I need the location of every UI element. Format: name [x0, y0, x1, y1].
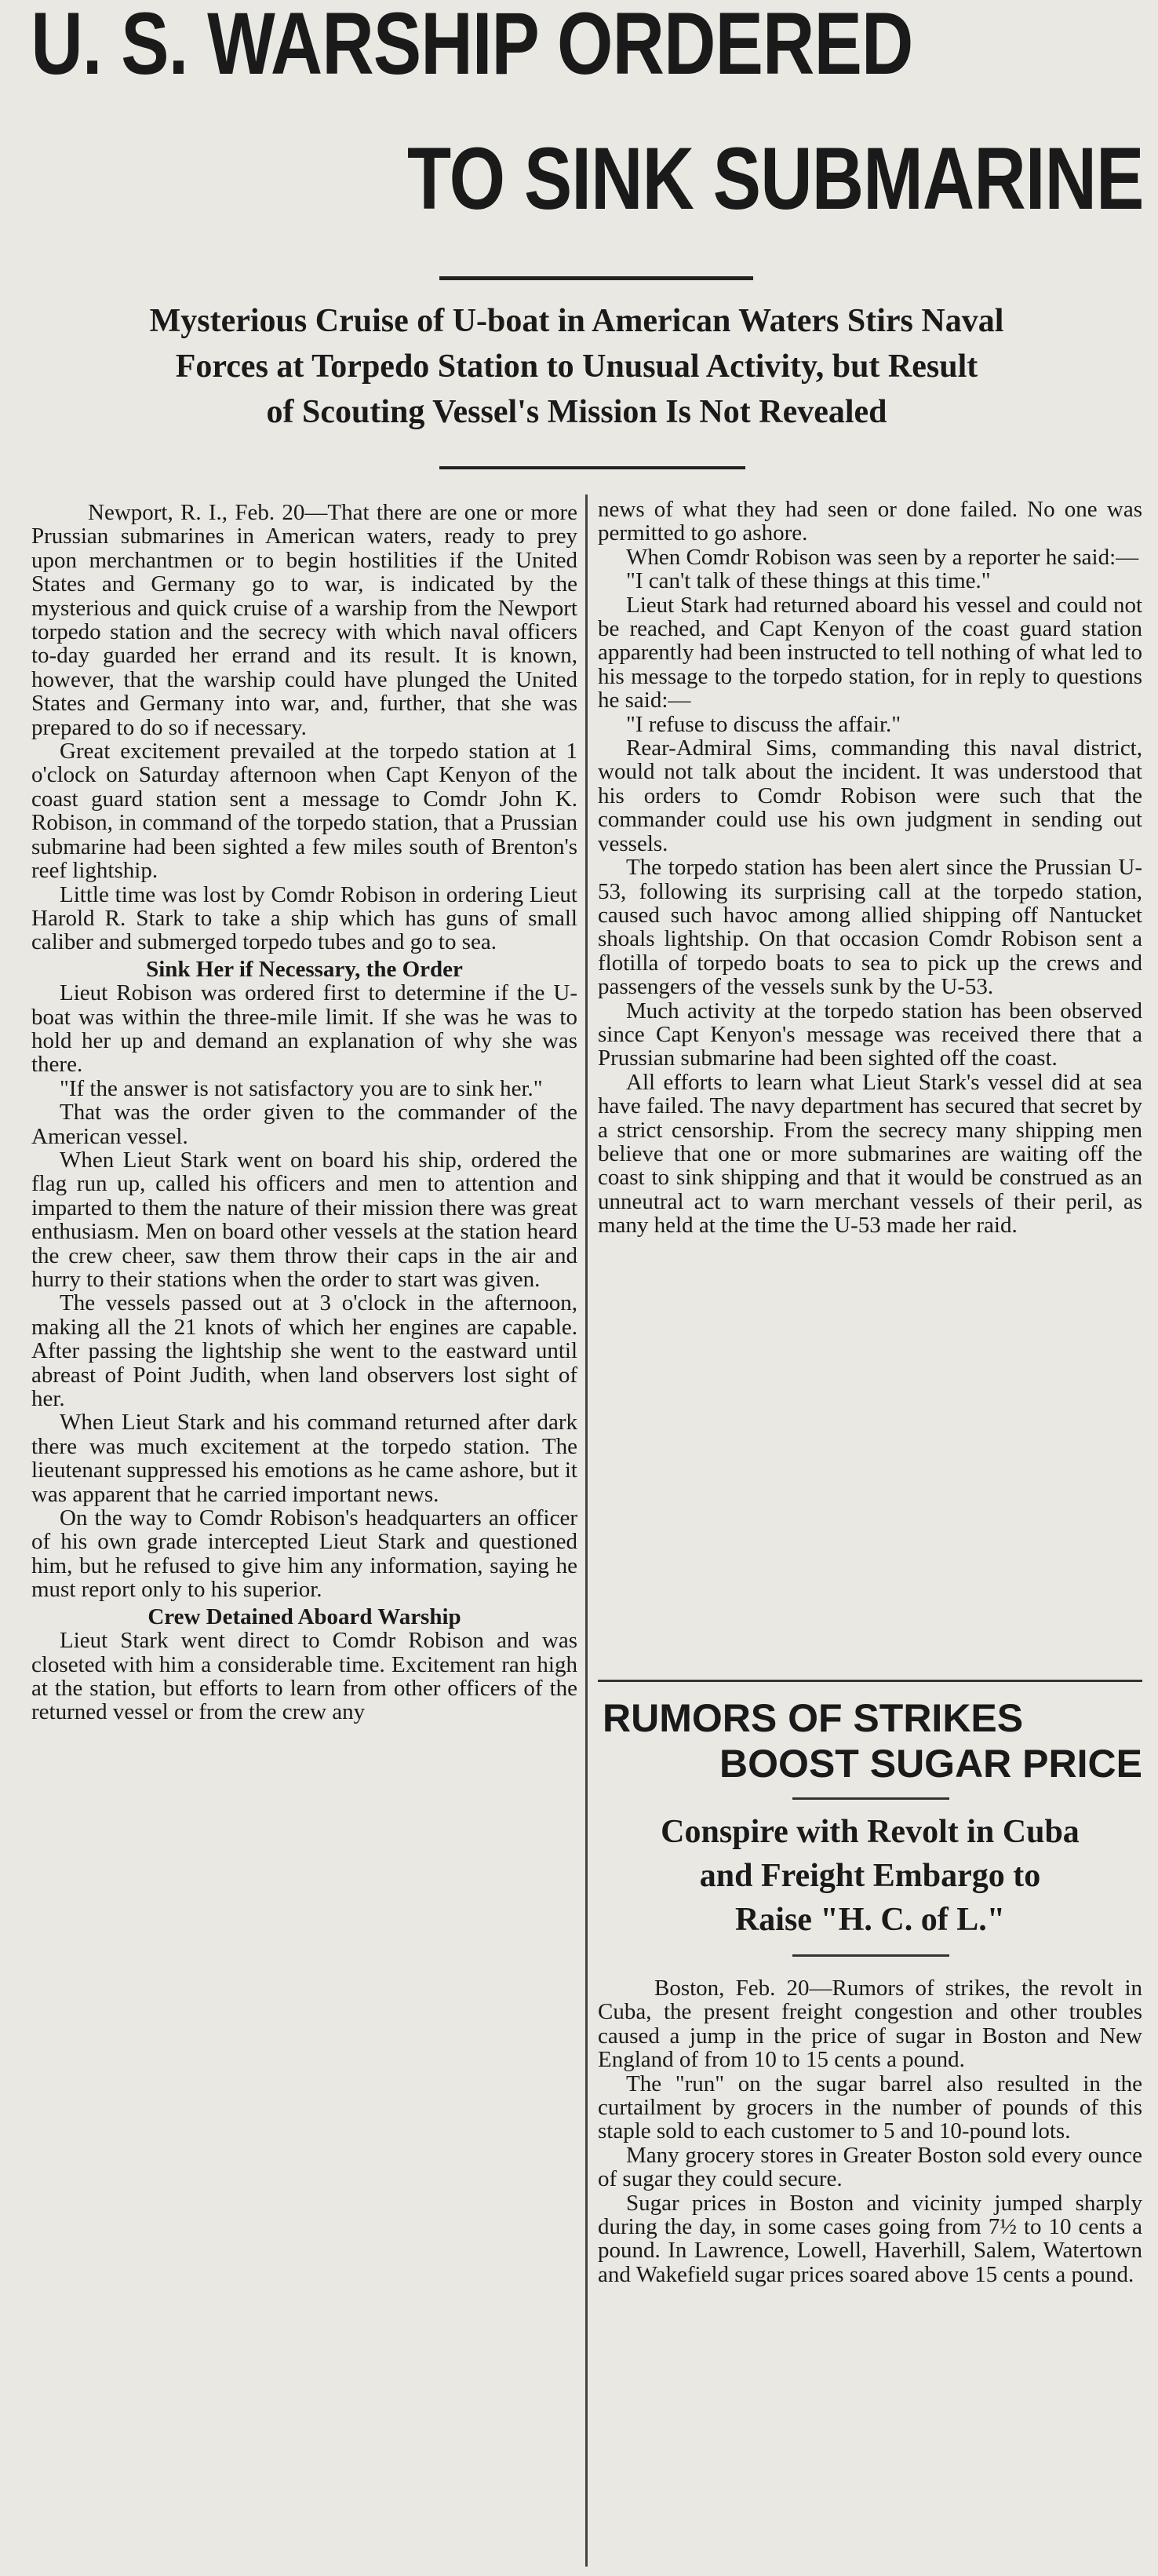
sugar-headline-line1: RUMORS OF STRIKES	[603, 1696, 1024, 1740]
deck-line3: of Scouting Vessel's Mission Is Not Revealed	[266, 394, 887, 430]
paragraph: When Lieut Stark went on board his ship, ordered the flag run up, called his officers and men to attention and imparted to them the nature of their mission there was great enthusiasm. Men on board other vessels at the station heard the crew cheer, saw them throw their caps in the air and hurry to their stations when the order to start was given.	[31, 1147, 577, 1292]
paragraph: The vessels passed out at 3 o'clock in the afternoon, making all the 21 knots of which her engines are capable. After passing the lightship she went to the eastward until abreast of Point Judith, when land observers lost sight of her.	[31, 1290, 577, 1412]
paragraph: On the way to Comdr Robison's headquarters an officer of his own grade intercepted Lieut Stark and questioned him, but he refused to give him any information, saying he must report only to his superior.	[31, 1505, 577, 1603]
paragraph: "I refuse to discuss the affair."	[626, 711, 901, 737]
paragraph: The torpedo station has been alert since the Prussian U-53, following its surprising call at the torpedo station, caused such havoc among allied shipping off Nantucket shoals lightship. On that occasion Comdr Robison sent a flotilla of torpedo boats to sea to pick up the crews and passengers of the vessels sunk by the U-53.	[598, 855, 1142, 1000]
paragraph: news of what they had seen or done failed. No one was permitted to go ashore.	[598, 497, 1142, 546]
sugar-headline-line2: BOOST SUGAR PRICE	[719, 1742, 1142, 1786]
paragraph: Great excitement prevailed at the torpedo station at 1 o'clock on Saturday afternoon when Capt Kenyon of the coast guard station sent a message to Comdr John K. Robison, in command of the torpedo station, that a Prussian submarine had been sighted a few miles south of Brenton's reef lightship.	[31, 739, 577, 884]
paragraph: Many grocery stores in Greater Boston sold every ounce of sugar they could secure.	[598, 2142, 1142, 2192]
paragraph: Lieut Stark went direct to Comdr Robison and was closeted with him a considerable time. Excitement ran high at the station, but efforts to learn from other officers of the returned vessel or from the crew any	[31, 1628, 577, 1725]
paragraph: That was the order given to the commander of the American vessel.	[31, 1100, 577, 1149]
sugar-deck-line2: and Freight Embargo to	[699, 1858, 1041, 1894]
paragraph: When Lieut Stark and his command returned after dark there was much excitement at the torpedo station. The lieutenant suppressed his emotions as he came ashore, but it was apparent that he carried important news.	[31, 1410, 577, 1507]
subhead-crew-detained: Crew Detained Aboard Warship	[147, 1604, 461, 1629]
deck-rule	[439, 466, 745, 469]
headline-rule	[439, 276, 753, 280]
sugar-deck-rule	[792, 1954, 949, 1957]
sugar-deck	[598, 1810, 1142, 1942]
paragraph: "I can't talk of these things at this time."	[626, 568, 991, 594]
column-divider	[585, 494, 588, 2567]
paragraph: Little time was lost by Comdr Robison in ordering Lieut Harold R. Stark to take a ship which has guns of small caliber and submerged torpedo tubes and go to sea.	[31, 881, 577, 955]
sugar-deck-line3: Raise "H. C. of L."	[734, 1902, 1006, 1938]
column-sugar-story	[598, 1976, 1142, 2286]
deck-line2: Forces at Torpedo Station to Unusual Activity, but Result	[175, 348, 978, 385]
paragraph: Boston, Feb. 20—Rumors of strikes, the revolt in Cuba, the present freight congestion and other troubles caused a jump in the price of sugar in Boston and New England of from 10 to 15 cents a pound.	[598, 1976, 1142, 2073]
sugar-headline-rule	[792, 1797, 949, 1800]
paragraph: "If the answer is not satisfactory you are to sink her."	[60, 1075, 543, 1101]
column-2	[598, 498, 1142, 1238]
story-separator	[598, 1680, 1142, 1682]
subhead-sink-her: Sink Her if Necessary, the Order	[146, 956, 463, 982]
paragraph: Lieut Stark had returned aboard his vessel and could not be reached, and Capt Kenyon of the coast guard station apparently had been instructed to tell nothing of what led to his message to the torpedo station, for in reply to questions he said:—	[598, 592, 1142, 713]
paragraph: Lieut Robison was ordered first to determine if the U-boat was within the three-mile limit. If she was he was to hold her up and demand an explanation of why she was there.	[31, 980, 577, 1078]
paragraph: All efforts to learn what Lieut Stark's vessel did at sea have failed. The navy department has secured that secret by a strict censorship. From the secrecy many shipping men believe that one or more submarines are waiting off the coast to sink shipping and that it would be construed as an unneutral act to warn merchant vessels of their peril, as many held at the time the U-53 made her raid.	[598, 1069, 1142, 1239]
main-deck	[31, 298, 1122, 435]
column-1	[31, 501, 577, 1724]
deck-line1: Mysterious Cruise of U-boat in American Waters Stirs Naval	[149, 303, 1004, 339]
paragraph: When Comdr Robison was seen by a reporter he said:—	[626, 544, 1139, 570]
main-headline-line2: TO SINK SUBMARINE	[407, 130, 1144, 228]
paragraph: Sugar prices in Boston and vicinity jumped sharply during the day, in some cases going from 7½ to 10 cents a pound. In Lawrence, Lowell, Haverhill, Salem, Watertown and Wakefield sugar prices soared above 15 cents a pound.	[598, 2190, 1142, 2287]
paragraph: The "run" on the sugar barrel also resulted in the curtailment by grocers in the number of pounds of this staple sold to each customer to 5 and 10-pound lots.	[598, 2071, 1142, 2144]
paragraph: Newport, R. I., Feb. 20—That there are one or more Prussian submarines in American waters, ready to prey upon merchantmen or to begin hostilities if the United States and Germany go to war, is indicated by the mysterious and quick cruise of a warship from the Newport torpedo station and the secrecy with which naval officers to-day guarded her errand and its result. It is known, however, that the warship could have plunged the United States and Germany into war, and, further, that she was prepared to do so if necessary.	[31, 500, 577, 740]
sugar-deck-line1: Conspire with Revolt in Cuba	[661, 1814, 1080, 1850]
main-headline-line1: U. S. WARSHIP ORDERED	[31, 0, 913, 93]
paragraph: Much activity at the torpedo station has been observed since Capt Kenyon's message was received there that a Prussian submarine had been sighted off the coast.	[598, 998, 1142, 1071]
paragraph: Rear-Admiral Sims, commanding this naval district, would not talk about the incident. It was understood that his orders to Comdr Robison were such that the commander could use his own judgment in sending out vessels.	[598, 735, 1142, 856]
